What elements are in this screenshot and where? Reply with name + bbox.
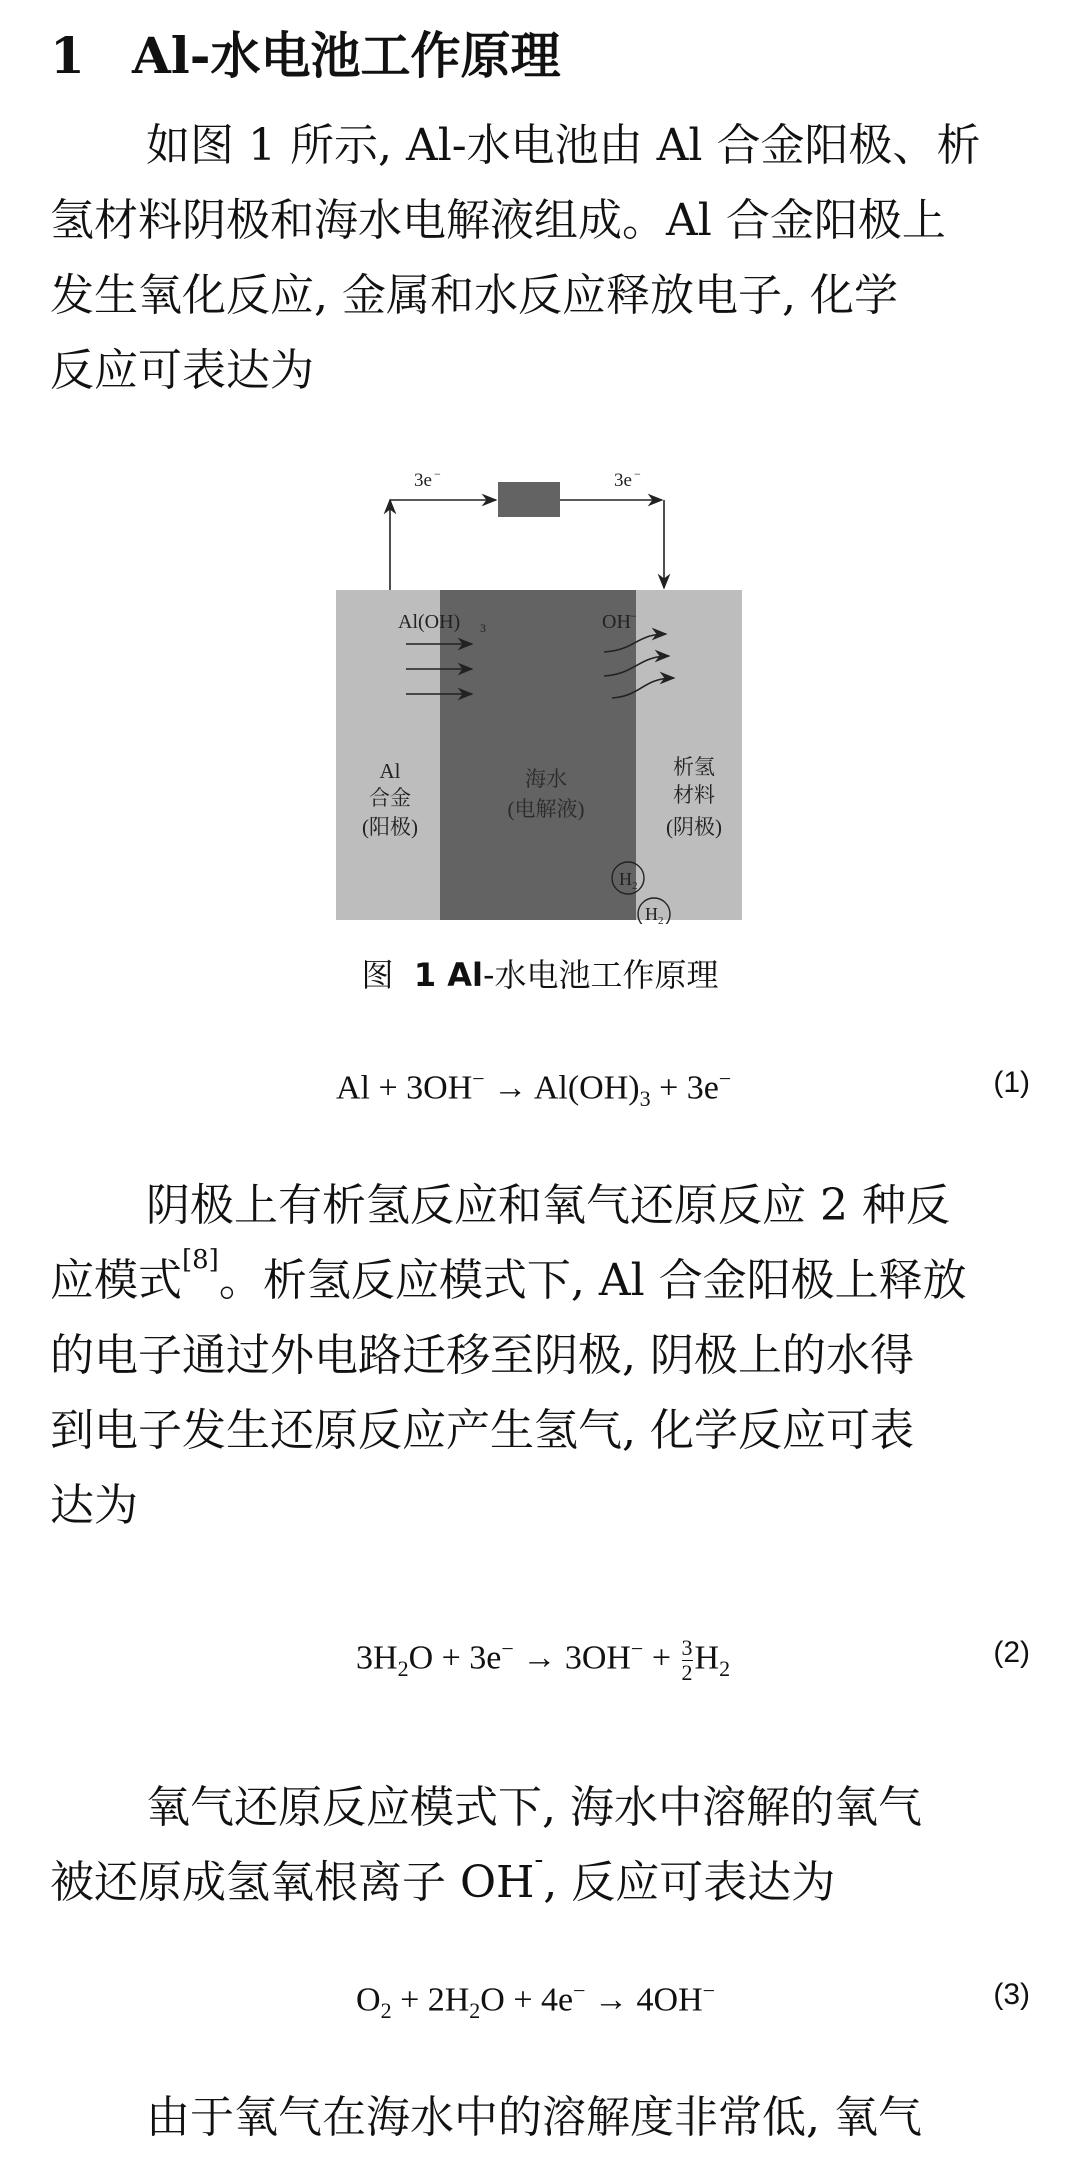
svg-text:−: − — [434, 467, 441, 481]
anode-region — [336, 590, 440, 920]
svg-text:−: − — [630, 609, 637, 623]
svg-text:H: H — [645, 904, 658, 924]
svg-text:2: 2 — [658, 915, 664, 924]
equation-number: (2) — [993, 1636, 1030, 1669]
svg-text:析氢: 析氢 — [673, 755, 715, 779]
svg-text:3: 3 — [480, 621, 486, 635]
svg-text:−: − — [634, 467, 641, 481]
svg-text:3e: 3e — [614, 470, 632, 491]
text-line: 阴极上有析氢反应和氧气还原反应 2 种反 — [146, 1180, 950, 1231]
paragraph-oxygen-reduction: 氧气还原反应模式下, 海水中溶解的氧气 被还原成氢氧根离子 OH-, 反应可表达为 — [50, 1782, 922, 1908]
text-line: 氢材料阴极和海水电解液组成。Al 合金阳极上 — [50, 195, 946, 246]
svg-text:H: H — [619, 869, 632, 889]
equation-1: $Al + 3OH^- \to Al(OH)_3 + 3e^-$ (1) — [336, 1066, 1030, 1112]
svg-text:合金: 合金 — [369, 786, 411, 810]
paragraph-cathode-modes: 阴极上有析氢反应和氧气还原反应 2 种反 应模式[8]。析氢反应模式下, Al 合金阳极上释放 的电子通过外电路迁移至阴极, 阴极上的水得 到电子发生还原反应产生氢气, 化学反应可表 达为 — [50, 1168, 1030, 1543]
citation-ref[interactable]: [8] — [182, 1245, 219, 1275]
text-line: 氧气还原反应模式下, 海水中溶解的氧气 — [146, 1782, 922, 1833]
text-line: 的电子通过外电路迁移至阴极, 阴极上的水得 — [50, 1330, 914, 1381]
text-line: 由于氧气在海水中的溶解度非常低, 氧气 — [146, 2092, 922, 2143]
text-line: 反应可表达为 — [50, 345, 314, 396]
text-line: 发生氧化反应, 金属和水反应释放电子, 化学 — [50, 270, 898, 321]
svg-text:海水: 海水 — [525, 767, 567, 791]
equation-number: (3) — [993, 1978, 1030, 2011]
svg-text:材料: 材料 — [673, 783, 715, 807]
section-number: 1 — [50, 26, 85, 85]
paragraph-intro — [50, 108, 1030, 408]
svg-text:(阴极): (阴极) — [666, 815, 722, 839]
svg-text:OH: OH — [602, 611, 631, 633]
paragraph-oxygen-solubility — [50, 2080, 1030, 2155]
svg-text:Al: Al — [379, 759, 401, 783]
text-line: 到电子发生还原反应产生氢气, 化学反应可表 — [50, 1405, 914, 1456]
svg-text:(阳极): (阳极) — [362, 815, 418, 839]
svg-text:(电解液): (电解液) — [507, 797, 585, 821]
equation-3: $O_2 + 2H_2O + 4e^- \to 4OH^-$ (3) — [356, 1978, 1030, 2024]
section-title: Al-水电池工作原理 — [132, 26, 561, 85]
section-heading — [50, 22, 561, 90]
svg-text:3e: 3e — [414, 470, 432, 491]
equation-number: (1) — [993, 1066, 1030, 1099]
svg-text:Al(OH): Al(OH) — [398, 611, 461, 633]
figure-battery-diagram — [336, 464, 748, 924]
electrolyte-region — [440, 590, 636, 920]
text-line: 如图 1 所示, Al-水电池由 Al 合金阳极、析 — [146, 120, 981, 171]
equation-2: $3H_2O + 3e^- \to 3OH^-$ + $\frac{3}{2}$ $H_2$ (2) — [356, 1635, 1030, 1686]
svg-text:2: 2 — [632, 880, 638, 892]
figure-caption: 图 1 Al-水电池工作原理 — [361, 956, 719, 994]
text-line: 达为 — [50, 1480, 138, 1531]
load-resistor — [498, 482, 560, 517]
